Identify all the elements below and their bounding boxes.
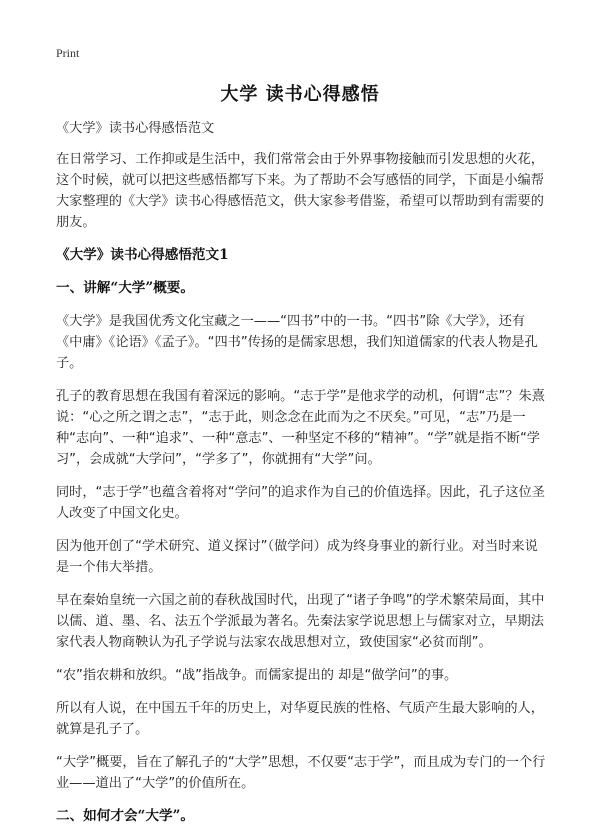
paragraph: 因为他开创了“学术研究、道义探讨”（做学问）成为终身事业的新行业。对当时来说是一个伟大举措。 <box>56 539 538 575</box>
paragraph: 孔子的教育思想在我国有着深远的影响。“志于学”是他求学的动机，何谓“志”？朱熹说：“心之所之谓之志”，“志于此，则念念在此而为之不厌矣。”可见，“志”乃是一种“志向”、一种“追求”、一种“意志”、一种坚定不移的“精神”。“学”就是指不断“学习”，会成就“大学问”，“学多了”，你就拥有“大学”问。 <box>56 389 545 467</box>
paragraph: 所以有人说，在中国五千年的历史上，对华夏民族的性格、气质产生最大影响的人，就算是孔子了。 <box>56 701 544 737</box>
paragraph: 同时，“志于学”也蕴含着将对“学问”的追求作为自己的价值选择。因此，孔子这位圣人改变了中国文化史。 <box>56 485 545 521</box>
page-title: 大学 读书心得感悟 <box>220 84 380 105</box>
paragraph: “大学”概要，旨在了解孔子的“大学”思想，不仅要“志于学”，而且成为专门的一个行业——道出了“大学”的价值所在。 <box>56 755 546 791</box>
document-body <box>56 118 548 839</box>
document-subtitle: 《大学》读书心得感悟范文 <box>56 121 215 136</box>
paragraph: 早在秦始皇统一六国之前的春秋战国时代，出现了“诸子争鸣”的学术繁荣局面，其中以儒、道、墨、名、法五个学派最为著名。先秦法家学说思想上与儒家对立，早期法家代表人物商鞅认为孔子学说与法家农战思想对立，致使国家“必贫而削”。 <box>56 593 545 650</box>
intro-paragraph: 在日常学习、工作抑或是生活中，我们常常会由于外界事物接触而引发思想的火花，这个时候，就可以把这些感悟都写下来。为了帮助不会写感悟的同学，下面是小编帮大家整理的《大学》读书心得感悟范文，供大家参考借鉴，希望可以帮助到有需要的朋友。 <box>56 152 544 230</box>
print-label: Print <box>56 46 80 60</box>
section-heading-1: 一、讲解“大学”概要。 <box>56 280 194 296</box>
essay-heading: 《大学》读书心得感悟范文1 <box>56 247 229 263</box>
paragraph: “农”指农耕和放织。“战”指战争。而儒家提出的 却是“做学问”的事。 <box>56 668 458 683</box>
section-heading-2: 二、如何才会“大学”。 <box>56 808 194 824</box>
paragraph: 《大学》是我国优秀文化宝藏之一——“四书”中的一书。“四书”除《大学》，还有《中庸》《论语》《孟子》。“四书”传扬的是儒家思想，我们知道儒家的代表人物是孔子。 <box>56 314 538 371</box>
